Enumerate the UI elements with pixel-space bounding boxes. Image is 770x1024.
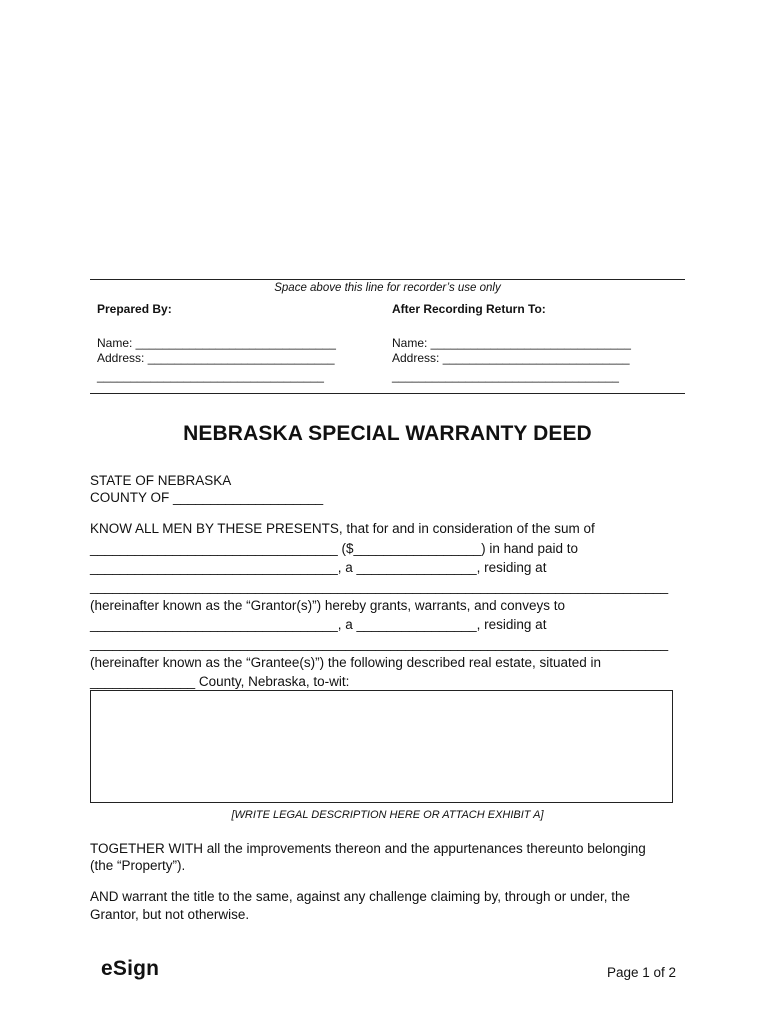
grantor-address-field[interactable]: _____________________________________________________________________________: [90, 579, 669, 594]
recorder-divider-bottom: [90, 393, 685, 394]
county-field[interactable]: COUNTY OF ____________________: [90, 490, 324, 505]
prepared-by-heading: Prepared By:: [97, 302, 172, 316]
page-number: Page 1 of 2: [606, 965, 676, 980]
warrant-line-2: Grantor, but not otherwise.: [90, 907, 250, 922]
document-title: NEBRASKA SPECIAL WARRANTY DEED: [183, 422, 592, 445]
return-to-name-field[interactable]: Name: ______________________________: [392, 336, 631, 350]
recorder-divider-top: [90, 279, 685, 280]
grantee-clause: (hereinafter known as the “Grantee(s)”) the following described real estate, situated in: [90, 655, 602, 670]
grantee-address-field[interactable]: _____________________________________________________________________________: [90, 636, 669, 651]
county-situated-field[interactable]: ______________ County, Nebraska, to-wit:: [90, 674, 350, 689]
return-to-address-field[interactable]: Address: ____________________________: [392, 351, 630, 365]
together-line-2: (the “Property”).: [90, 858, 186, 873]
grantee-field[interactable]: _________________________________, a ________________, residing at: [90, 617, 547, 632]
legal-description-caption: [WRITE LEGAL DESCRIPTION HERE OR ATTACH EXHIBIT A]: [231, 809, 544, 821]
prepared-by-address-field[interactable]: Address: ____________________________: [97, 351, 335, 365]
esign-logo: eSign: [101, 957, 160, 980]
warrant-line-1: AND warrant the title to the same, against any challenge claiming by, through or under, the: [90, 889, 631, 904]
return-to-heading: After Recording Return To:: [392, 302, 546, 316]
state-line: STATE OF NEBRASKA: [90, 473, 232, 488]
grantor-field[interactable]: _________________________________, a ________________, residing at: [90, 560, 547, 575]
prepared-by-name-field[interactable]: Name: ______________________________: [97, 336, 336, 350]
grantor-clause: (hereinafter known as the “Grantor(s)”) hereby grants, warrants, and conveys to: [90, 598, 565, 613]
know-all-line: KNOW ALL MEN BY THESE PRESENTS, that for and in consideration of the sum of: [90, 521, 595, 536]
recorder-note: Space above this line for recorder’s use only: [274, 282, 501, 294]
together-line-1: TOGETHER WITH all the improvements thereon and the appurtenances thereunto belonging: [90, 841, 646, 856]
prepared-by-extra-field[interactable]: __________________________________: [97, 369, 324, 383]
return-to-extra-field[interactable]: __________________________________: [392, 369, 619, 383]
consideration-field[interactable]: _________________________________ ($_________________) in hand paid to: [90, 541, 578, 556]
legal-description-box[interactable]: [90, 690, 673, 803]
